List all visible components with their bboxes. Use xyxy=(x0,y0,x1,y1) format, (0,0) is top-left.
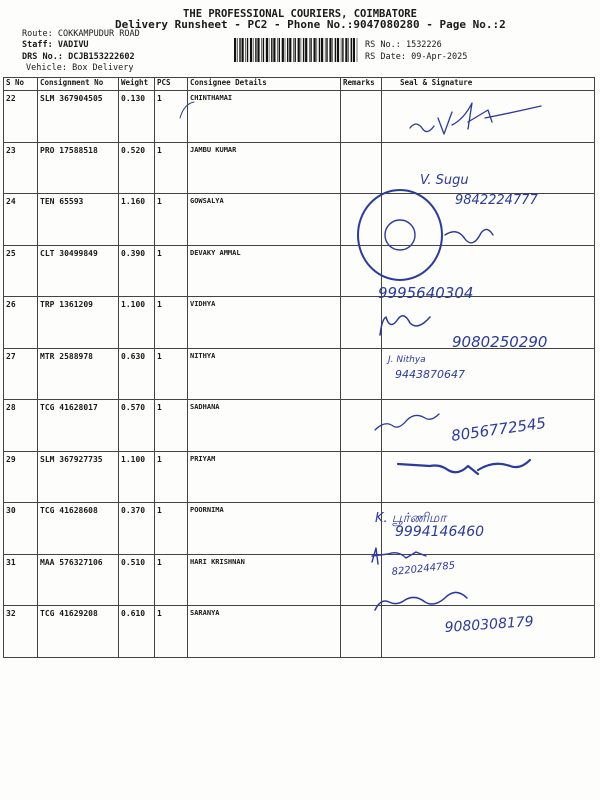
consignee-cell: HARI KRISHNAN xyxy=(188,554,341,606)
col-remarks-header: Remarks xyxy=(341,78,382,91)
table-header-row xyxy=(4,78,595,91)
weight-cell: 0.520 xyxy=(119,142,155,194)
barcode-bar xyxy=(282,38,284,62)
drs-value: DCJB153222602 xyxy=(68,52,135,62)
row27-handwritten-phone2: 9443870647 xyxy=(395,368,465,381)
barcode-bar xyxy=(310,38,311,62)
sno-cell: 32 xyxy=(4,606,38,658)
row32-handwritten-phone: 9080308179 xyxy=(444,613,535,636)
route-label: Route: xyxy=(22,29,53,39)
weight-cell: 0.510 xyxy=(119,554,155,606)
barcode-bar xyxy=(257,38,259,62)
table-row xyxy=(4,194,595,246)
signature-cell xyxy=(382,606,595,658)
remarks-cell xyxy=(341,451,382,503)
remarks-cell xyxy=(341,503,382,555)
remarks-cell xyxy=(341,91,382,143)
barcode-bar xyxy=(245,38,246,62)
consignee-cell: CHINTHAMAI xyxy=(188,91,341,143)
sno-cell: 28 xyxy=(4,400,38,452)
pcs-cell: 1 xyxy=(155,451,188,503)
staff-label: Staff: xyxy=(22,40,53,50)
drs-label: DRS No.: xyxy=(22,52,63,62)
barcode-bar xyxy=(325,38,326,62)
sno-cell: 23 xyxy=(4,142,38,194)
barcode-bar xyxy=(242,38,244,62)
pcs-cell: 1 xyxy=(155,348,188,400)
remarks-cell xyxy=(341,554,382,606)
barcode-bar xyxy=(317,38,318,62)
barcode-bar xyxy=(348,38,349,62)
barcode-bar xyxy=(253,38,254,62)
signature-cell xyxy=(382,503,595,555)
rs-date-label: RS Date: xyxy=(365,52,406,62)
barcode-bar xyxy=(234,38,236,62)
remarks-cell xyxy=(341,400,382,452)
barcode-bar xyxy=(321,38,323,62)
table-row xyxy=(4,400,595,452)
barcode-bar xyxy=(277,38,278,62)
weight-cell: 0.370 xyxy=(119,503,155,555)
sno-cell: 29 xyxy=(4,451,38,503)
staff-line xyxy=(22,40,89,50)
weight-cell: 0.130 xyxy=(119,91,155,143)
consignee-cell: VIDHYA xyxy=(188,297,341,349)
row30-handwritten-phone: 9994146460 xyxy=(395,524,485,540)
weight-cell: 0.610 xyxy=(119,606,155,658)
consignment-cell: CLT 30499849 xyxy=(38,245,119,297)
signature-cell xyxy=(382,554,595,606)
runsheet-table xyxy=(3,77,595,658)
consignee-cell: SADHANA xyxy=(188,400,341,452)
col-pcs-header: PCS xyxy=(155,78,188,91)
pcs-cell: 1 xyxy=(155,400,188,452)
barcode-bar xyxy=(285,38,286,62)
consignment-cell: TCG 41629208 xyxy=(38,606,119,658)
sno-cell: 31 xyxy=(4,554,38,606)
consignee-cell: DEVAKY AMMAL xyxy=(188,245,341,297)
row24-handwritten-phone: 9842224777 xyxy=(455,193,538,208)
remarks-cell xyxy=(341,142,382,194)
barcode-bar xyxy=(337,38,339,62)
weight-cell: 1.100 xyxy=(119,297,155,349)
barcode-bar xyxy=(273,38,275,62)
row30-handwritten-name: K. பூர்ணிமா xyxy=(375,511,447,526)
sno-cell: 30 xyxy=(4,503,38,555)
rs-no-label: RS No.: xyxy=(365,40,401,50)
barcode-bar xyxy=(335,38,336,62)
remarks-cell xyxy=(341,348,382,400)
remarks-cell xyxy=(341,194,382,246)
rs-no-line xyxy=(365,40,442,50)
signature-cell xyxy=(382,297,595,349)
barcode-bar xyxy=(239,38,240,62)
table-row xyxy=(4,245,595,297)
table-row xyxy=(4,348,595,400)
rs-no-value: 1532226 xyxy=(405,40,442,50)
barcode-bar xyxy=(295,38,296,62)
table-row xyxy=(4,297,595,349)
barcode-bar xyxy=(345,38,347,62)
barcode-bar xyxy=(353,38,355,62)
consignee-cell: SARANYA xyxy=(188,606,341,658)
barcode-bar xyxy=(263,38,264,62)
barcode-bar xyxy=(271,38,272,62)
consignee-cell: JAMBU KUMAR xyxy=(188,142,341,194)
consignment-cell: SLM 367927735 xyxy=(38,451,119,503)
barcode-bar xyxy=(303,38,304,62)
signature-cell xyxy=(382,142,595,194)
route-value: COKKAMPUDUR ROAD xyxy=(57,29,140,39)
drs-line xyxy=(22,52,135,62)
sno-cell: 26 xyxy=(4,297,38,349)
subtitle-value: 9047080280 - Page No.:2 xyxy=(353,18,506,31)
table-row xyxy=(4,451,595,503)
col-weight-header: Weight xyxy=(119,78,155,91)
signature-cell xyxy=(382,194,595,246)
col-consignee-header: Consignee Details xyxy=(188,78,341,91)
col-sno-header: S No xyxy=(4,78,38,91)
barcode-bar xyxy=(289,38,291,62)
remarks-cell xyxy=(341,245,382,297)
sno-cell: 22 xyxy=(4,91,38,143)
consignment-cell: TCG 41628608 xyxy=(38,503,119,555)
consignment-cell: MAA 576327106 xyxy=(38,554,119,606)
barcode-bar xyxy=(351,38,352,62)
table-row xyxy=(4,606,595,658)
weight-cell: 0.630 xyxy=(119,348,155,400)
barcode-bar xyxy=(255,38,256,62)
barcode xyxy=(234,38,360,62)
signature-cell xyxy=(382,245,595,297)
weight-cell: 0.390 xyxy=(119,245,155,297)
barcode-bar xyxy=(266,38,268,62)
col-seal-header: Seal & Signature xyxy=(382,78,595,91)
row25-handwritten-phone: 9995640304 xyxy=(378,284,474,302)
consignment-cell: PRO 17588518 xyxy=(38,142,119,194)
barcode-bar xyxy=(341,38,342,62)
consignment-cell: TCG 41628017 xyxy=(38,400,119,452)
consignee-cell: POORNIMA xyxy=(188,503,341,555)
barcode-bar xyxy=(247,38,248,62)
pcs-cell: 1 xyxy=(155,194,188,246)
table-row xyxy=(4,91,595,143)
sno-cell: 27 xyxy=(4,348,38,400)
staff-value: VADIVU xyxy=(57,40,89,50)
remarks-cell xyxy=(341,297,382,349)
subtitle-label: Delivery Runsheet - PC2 - Phone No.: xyxy=(115,18,354,31)
row27-handwritten-phone: 9080250290 xyxy=(452,333,548,351)
table-row xyxy=(4,554,595,606)
consignment-cell: SLM 367904505 xyxy=(38,91,119,143)
barcode-bar xyxy=(287,38,288,62)
barcode-bar xyxy=(342,38,343,62)
pcs-cell: 1 xyxy=(155,503,188,555)
remarks-cell xyxy=(341,606,382,658)
consignee-cell: NITHYA xyxy=(188,348,341,400)
barcode-bar xyxy=(250,38,252,62)
barcode-bar xyxy=(305,38,307,62)
vehicle-label: Vehicle: xyxy=(26,63,67,73)
page-title: THE PROFESSIONAL COURIERS, COIMBATORE xyxy=(183,8,417,20)
route-line xyxy=(22,29,140,39)
signature-cell xyxy=(382,451,595,503)
barcode-bar xyxy=(309,38,310,62)
pcs-cell: 1 xyxy=(155,554,188,606)
rs-date-line xyxy=(365,52,467,62)
signature-cell xyxy=(382,348,595,400)
barcode-bar xyxy=(326,38,327,62)
pcs-cell: 1 xyxy=(155,142,188,194)
row24-handwritten-name: V. Sugu xyxy=(420,173,469,188)
barcode-bar xyxy=(314,38,316,62)
barcode-bar xyxy=(329,38,331,62)
col-consignment-header: Consignment No xyxy=(38,78,119,91)
barcode-bar xyxy=(293,38,294,62)
weight-cell: 1.100 xyxy=(119,451,155,503)
pcs-cell: 1 xyxy=(155,297,188,349)
table-row xyxy=(4,503,595,555)
vehicle-line xyxy=(26,63,134,73)
table-row xyxy=(4,142,595,194)
consignment-cell: MTR 2588978 xyxy=(38,348,119,400)
barcode-bar xyxy=(237,38,238,62)
barcode-bar xyxy=(357,38,358,62)
consignment-cell: TRP 1361209 xyxy=(38,297,119,349)
pcs-cell: 1 xyxy=(155,91,188,143)
weight-cell: 1.160 xyxy=(119,194,155,246)
runsheet-subtitle xyxy=(115,18,506,31)
signature-cell xyxy=(382,91,595,143)
sno-cell: 24 xyxy=(4,194,38,246)
row31-handwritten-phone: 8220244785 xyxy=(391,560,456,578)
rs-date-value: 09-Apr-2025 xyxy=(411,52,468,62)
barcode-bar xyxy=(298,38,300,62)
weight-cell: 0.570 xyxy=(119,400,155,452)
vehicle-value: Box Delivery xyxy=(72,63,134,73)
row27-handwritten-name: J. Nithya xyxy=(388,355,426,365)
barcode-bar xyxy=(319,38,320,62)
pcs-cell: 1 xyxy=(155,245,188,297)
barcode-bar xyxy=(332,38,333,62)
barcode-bar xyxy=(269,38,270,62)
row28-handwritten-phone: 8056772545 xyxy=(450,413,548,445)
consignee-cell: GOWSALYA xyxy=(188,194,341,246)
signature-cell xyxy=(382,400,595,452)
consignment-cell: TEN 65593 xyxy=(38,194,119,246)
sno-cell: 25 xyxy=(4,245,38,297)
consignee-cell: PRIYAM xyxy=(188,451,341,503)
pcs-cell: 1 xyxy=(155,606,188,658)
barcode-bar xyxy=(301,38,302,62)
barcode-bar xyxy=(279,38,280,62)
barcode-bar xyxy=(261,38,262,62)
